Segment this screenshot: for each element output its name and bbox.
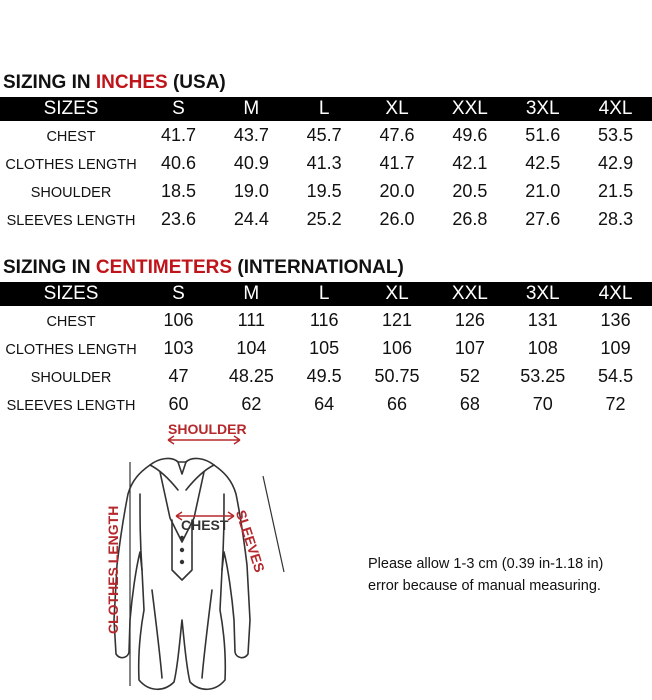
- intl-header-sizes: SIZES: [0, 282, 142, 306]
- cell: 104: [236, 337, 267, 358]
- table-row: [0, 362, 652, 390]
- cell: 108: [527, 337, 558, 358]
- cell: 20.5: [452, 180, 488, 201]
- cell: 54.5: [598, 365, 634, 386]
- usa-header-sizes: SIZES: [0, 97, 142, 121]
- cell: 41.7: [379, 152, 415, 173]
- intl-size-table: [0, 282, 652, 418]
- intl-header-size: S: [142, 282, 215, 306]
- cell: 103: [163, 337, 194, 358]
- row-label: CHEST: [46, 313, 96, 330]
- note-line-1: Please allow 1-3 cm (0.39 in-1.18 in): [368, 556, 604, 572]
- cell: 49.6: [452, 124, 488, 145]
- usa-header-size: 3XL: [506, 97, 579, 121]
- row-label: SLEEVES LENGTH: [6, 212, 136, 229]
- intl-section-title: [3, 257, 404, 279]
- table-row: [0, 121, 652, 149]
- intl-header-size: XXL: [433, 282, 506, 306]
- cell: 25.2: [306, 208, 342, 229]
- cell: 21.5: [598, 180, 634, 201]
- cell: 64: [314, 393, 335, 414]
- row-label: CLOTHES LENGTH: [5, 156, 137, 173]
- intl-header-size: 3XL: [506, 282, 579, 306]
- measure-lines: [130, 462, 284, 686]
- cell: 42.9: [598, 152, 634, 173]
- cell: 62: [241, 393, 262, 414]
- cell: 40.6: [160, 152, 197, 173]
- cell: 116: [309, 309, 339, 330]
- cell: 131: [527, 309, 558, 330]
- clothes-length-label: CLOTHES LENGTH: [105, 505, 121, 634]
- cell: 20.0: [379, 180, 415, 201]
- sleeves-label: SLEEVES: [232, 508, 268, 575]
- table-row: [0, 149, 652, 177]
- cell: 60: [168, 393, 189, 414]
- tailcoat-diagram: [0, 410, 320, 700]
- cell: 49.5: [306, 365, 342, 386]
- cell: 26.8: [452, 208, 488, 229]
- cell: 41.7: [160, 124, 197, 145]
- cell: 66: [387, 393, 408, 414]
- shoulder-label: SHOULDER: [168, 421, 247, 437]
- cell: 126: [454, 309, 485, 330]
- cell: 28.3: [598, 208, 634, 229]
- usa-title-suffix: (USA): [167, 72, 226, 93]
- coat-collar: [150, 462, 214, 490]
- cell: 51.6: [525, 124, 561, 145]
- usa-header-size: S: [142, 97, 215, 121]
- sleeve-line: [263, 476, 284, 572]
- note-line-2: error because of manual measuring.: [368, 578, 601, 594]
- cell: 43.7: [233, 124, 269, 145]
- cell: 70: [532, 393, 553, 414]
- cell: 121: [382, 309, 413, 330]
- table-row: [0, 334, 652, 362]
- cell: 106: [382, 337, 413, 358]
- cell: 111: [237, 309, 266, 330]
- cell: 47: [168, 365, 189, 386]
- cell: 105: [309, 337, 340, 358]
- usa-header-size: XXL: [433, 97, 506, 121]
- cell: 42.5: [525, 152, 561, 173]
- shoulder-arrow: [168, 436, 240, 444]
- usa-header-size: M: [215, 97, 288, 121]
- cell: 107: [454, 337, 485, 358]
- cell: 41.3: [306, 152, 342, 173]
- intl-header-size: XL: [361, 282, 434, 306]
- measurement-note: [368, 553, 648, 597]
- intl-title-prefix: SIZING IN: [3, 257, 96, 278]
- cell: 68: [459, 393, 480, 414]
- coat-outline: [114, 458, 250, 689]
- measure-guides: [168, 436, 240, 520]
- cell: 26.0: [379, 208, 415, 229]
- cell: 72: [605, 393, 626, 414]
- cell: 23.6: [160, 208, 197, 229]
- cell: 52: [459, 365, 480, 386]
- row-label: SLEEVES LENGTH: [6, 397, 136, 414]
- cell: 48.25: [228, 365, 274, 386]
- cell: 50.75: [374, 365, 420, 386]
- row-label: CLOTHES LENGTH: [5, 341, 137, 358]
- cell: 136: [600, 309, 631, 330]
- cell: 42.1: [452, 152, 488, 173]
- usa-size-table: [0, 97, 652, 233]
- cell: 21.0: [525, 180, 561, 201]
- usa-title-prefix: SIZING IN: [3, 72, 96, 93]
- row-label: SHOULDER: [30, 369, 112, 386]
- usa-title-accent: INCHES: [95, 72, 168, 93]
- cell: 24.4: [233, 208, 269, 229]
- cell: 19.5: [306, 180, 342, 201]
- intl-header-size: M: [215, 282, 288, 306]
- cell: 45.7: [306, 124, 342, 145]
- table-row: [0, 177, 652, 205]
- usa-section-title: [3, 72, 226, 94]
- usa-header-size: 4XL: [579, 97, 652, 121]
- usa-header-size: L: [288, 97, 361, 121]
- intl-header-size: 4XL: [579, 282, 652, 306]
- coat-tails: [152, 590, 212, 678]
- cell: 47.6: [379, 124, 415, 145]
- usa-header-size: XL: [361, 97, 434, 121]
- cell: 18.5: [160, 180, 197, 201]
- cell: 109: [600, 337, 631, 358]
- cell: 27.6: [525, 208, 561, 229]
- intl-header-row: [0, 282, 652, 306]
- row-label: CHEST: [46, 128, 96, 145]
- intl-title-accent: CENTIMETERS: [95, 257, 233, 278]
- chest-label: CHEST: [181, 517, 229, 533]
- table-row: [0, 306, 652, 334]
- cell: 53.25: [520, 365, 566, 386]
- intl-header-size: L: [288, 282, 361, 306]
- intl-title-suffix: (INTERNATIONAL): [232, 257, 404, 278]
- row-label: SHOULDER: [30, 184, 112, 201]
- cell: 40.9: [233, 152, 269, 173]
- table-row: [0, 205, 652, 233]
- usa-header-row: [0, 97, 652, 121]
- cell: 106: [163, 309, 194, 330]
- cell: 19.0: [233, 180, 269, 201]
- cell: 53.5: [598, 124, 634, 145]
